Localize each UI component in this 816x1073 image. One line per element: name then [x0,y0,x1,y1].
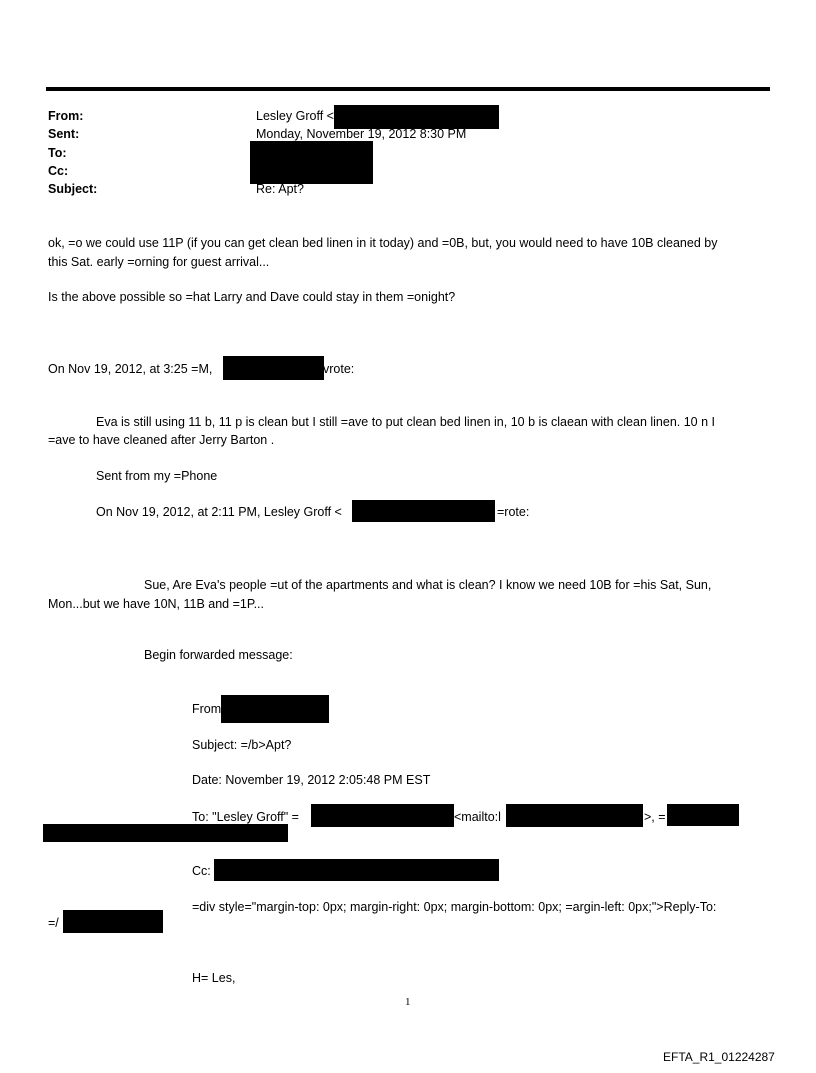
quote1-header-pre: On Nov 19, 2012, at 3:25 =M, [48,362,213,376]
document-id-footer: EFTA_R1_01224287 [663,1050,775,1064]
redaction-fwd-from [221,695,329,723]
redaction-to-cc [250,141,373,184]
from-label: From: [48,109,84,123]
redaction-fwd-to-extra [667,804,739,826]
body-p4-line1: Sue, Are Eva's people =ut of the apartments and what is clean? I know we need 10B for =his Sat, Sun, [144,578,712,592]
subject-value: Re: Apt? [256,182,304,196]
redaction-fwd-to-continuation [43,824,288,842]
sent-label: Sent: [48,127,80,141]
greeting: H= Les, [192,971,236,985]
body-p3-line2: =ave to have cleaned after Jerry Barton . [48,433,275,447]
cc-label: Cc: [48,164,69,178]
body-p1-line2: this Sat. early =orning for guest arrival... [48,255,270,269]
fwd-to-post: >, = [644,810,666,824]
redaction-quote2-email [352,500,495,522]
fwd-to-mailto: <mailto:l [454,810,501,824]
body-p4-line2: Mon...but we have 10N, 11B and =1P... [48,597,265,611]
fwd-cc: Cc: [192,864,211,878]
quote2-header-pre: On Nov 19, 2012, at 2:11 PM, Lesley Groff < [96,505,342,519]
body-p2: Is the above possible so =hat Larry and Dave could stay in them =onight? [48,290,456,304]
fwd-div-continuation: =/ [48,916,59,930]
fwd-to-pre: To: "Lesley Groff" = [192,810,299,824]
redaction-fwd-to-mailto [506,804,643,827]
quote2-header-post: =rote: [497,505,530,519]
sent-from-line: Sent from my =Phone [96,469,218,483]
fwd-from: From [192,702,222,716]
forwarded-begin: Begin forwarded message: [144,648,293,662]
redaction-quote1-sender [223,356,324,380]
redaction-from-email [334,105,499,129]
quote1-header-post: vrote: [323,362,355,376]
to-label: To: [48,146,67,160]
subject-label: Subject: [48,182,98,196]
from-value: Lesley Groff < [256,109,334,123]
fwd-div-line: =div style="margin-top: 0px; margin-right: 0px; margin-bottom: 0px; =argin-left: 0px;">Reply-To: [192,900,717,914]
header-rule [46,87,770,91]
redaction-fwd-cc [214,859,499,881]
fwd-date: Date: November 19, 2012 2:05:48 PM EST [192,773,431,787]
redaction-fwd-to-name [311,804,454,827]
page-number: 1 [405,996,411,1008]
body-p3-line1: Eva is still using 11 b, 11 p is clean but I still =ave to put clean bed linen in, 10 b is claean with clean linen. 10 n I [96,415,716,429]
sent-value: Monday, November 19, 2012 8:30 PM [256,127,467,141]
fwd-subject: Subject: =/b>Apt? [192,738,292,752]
redaction-reply-to [63,910,163,933]
body-p1-line1: ok, =o we could use 11P (if you can get clean bed linen in it today) and =0B, but, you would need to have 10B cleaned by [48,236,718,250]
